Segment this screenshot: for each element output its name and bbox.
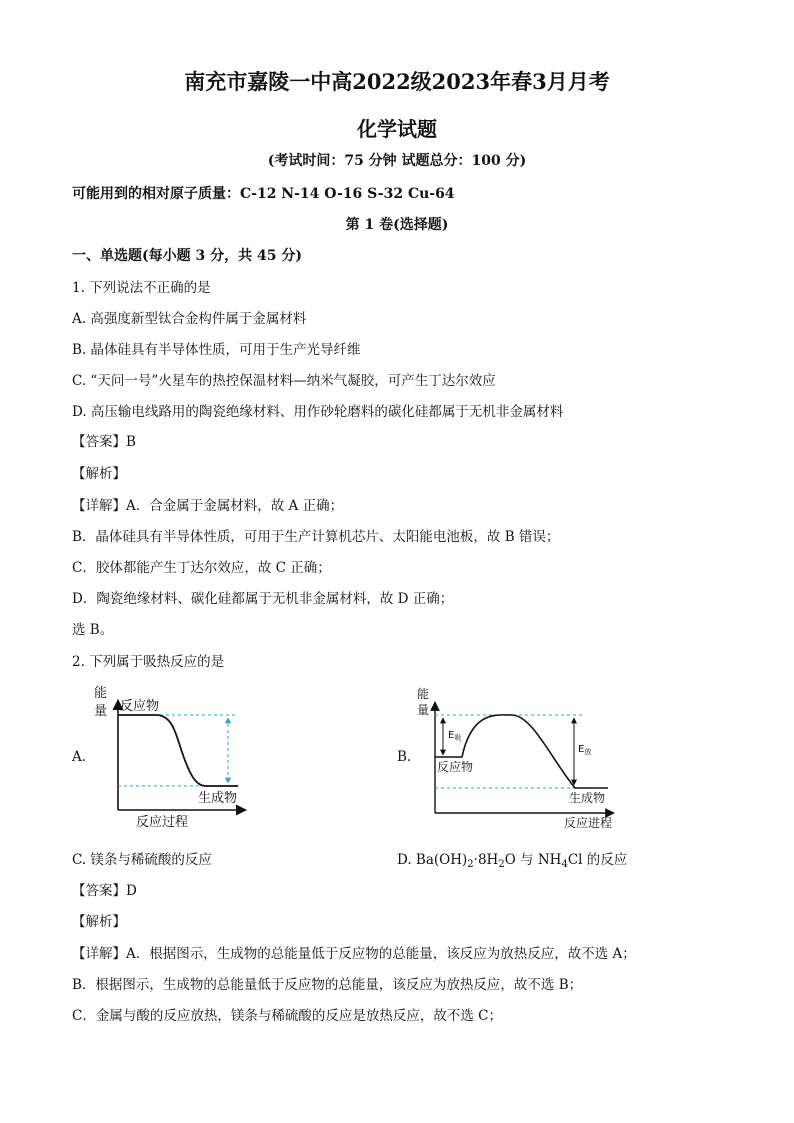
ea-left-main: E bbox=[448, 730, 455, 741]
subscript: 2 bbox=[467, 859, 474, 870]
q2-answer: 【答案】D bbox=[72, 883, 137, 899]
product-label: 生成物 bbox=[198, 791, 238, 806]
formula-part: O 与 NH bbox=[504, 852, 562, 868]
y-label-2: 量 bbox=[94, 704, 108, 719]
q2-option-a-label: A. bbox=[72, 749, 87, 765]
q2-analysis-line: 【详解】A．根据图示，生成物的总能量低于反应物的总能量，该反应为放热反应，故不选 A； bbox=[72, 946, 636, 962]
energy-diagram-b bbox=[412, 680, 622, 830]
reaction-curve bbox=[118, 715, 238, 786]
y-label-1: 能 bbox=[417, 687, 430, 701]
ea-left-sub: 吸 bbox=[454, 734, 462, 742]
reactant-label: 反应物 bbox=[437, 760, 474, 774]
q2-analysis-line: B．根据图示，生成物的总能量低于反应物的总能量，该反应为放热反应，故不选 B； bbox=[72, 977, 583, 993]
formula-part: ·8H bbox=[473, 852, 499, 868]
section-heading: 一、单选题(每小题 3 分，共 45 分) bbox=[72, 248, 302, 264]
q1-analysis-line: B．晶体硅具有半导体性质，可用于生产计算机芯片、太阳能电池板，故 B 错误； bbox=[72, 529, 560, 545]
q1-analysis-line: D．陶瓷绝缘材料、碳化硅都属于无机非金属材料，故 D 正确； bbox=[72, 591, 454, 607]
exam-info: (考试时间：75 分钟 试题总分：100 分) bbox=[267, 153, 527, 169]
energy-diagram-a bbox=[88, 680, 258, 830]
volume-label: 第 1 卷(选择题) bbox=[345, 217, 449, 233]
y-label-1: 能 bbox=[94, 686, 108, 701]
q2-option-c: C. 镁条与稀硫酸的反应 bbox=[72, 852, 212, 868]
q1-option-c: C. “天问一号”火星车的热控保温材料—纳米气凝胶，可产生丁达尔效应 bbox=[72, 373, 496, 389]
reactant-label: 反应物 bbox=[120, 699, 160, 714]
q1-option-a: A. 高强度新型钛合金构件属于金属材料 bbox=[72, 311, 307, 327]
exam-title: 南充市嘉陵一中高2022级2023年春3月月考 bbox=[184, 69, 610, 94]
x-axis-label: 反应进程 bbox=[564, 816, 613, 830]
q1-analysis-label: 【解析】 bbox=[72, 466, 126, 482]
q1-option-b: B. 晶体硅具有半导体性质，可用于生产光导纤维 bbox=[72, 342, 361, 358]
subscript: 4 bbox=[561, 859, 568, 870]
subscript: 2 bbox=[498, 859, 505, 870]
svg-text:E吸 bbox=[448, 730, 461, 742]
q2-option-b-label: B. bbox=[397, 749, 412, 765]
q1-analysis-line: 【详解】A．合金属于金属材料，故 A 正确； bbox=[72, 498, 344, 514]
formula-part: D. Ba(OH) bbox=[397, 852, 468, 868]
q1-analysis-line: 选 B。 bbox=[72, 622, 114, 638]
q2-stem: 2. 下列属于吸热反应的是 bbox=[72, 654, 225, 670]
q2-analysis-label: 【解析】 bbox=[72, 914, 126, 930]
q1-analysis-line: C．胶体都能产生丁达尔效应，故 C 正确； bbox=[72, 560, 331, 576]
y-label-2: 量 bbox=[417, 703, 430, 717]
q1-answer: 【答案】B bbox=[72, 434, 136, 450]
ea-right-main: E bbox=[578, 744, 585, 755]
x-axis-label: 反应过程 bbox=[136, 815, 189, 830]
q2-analysis-line: C．金属与酸的反应放热，镁条与稀硫酸的反应是放热反应，故不选 C； bbox=[72, 1008, 502, 1024]
q1-option-d: D. 高压输电线路用的陶瓷绝缘材料、用作砂轮磨料的碳化硅都属于无机非金属材料 bbox=[72, 404, 564, 420]
svg-text:E放 bbox=[578, 744, 591, 756]
subject-title: 化学试题 bbox=[357, 117, 437, 141]
formula-part: Cl 的反应 bbox=[567, 852, 628, 868]
atomic-masses: 可能用到的相对原子质量：C-12 N-14 O-16 S-32 Cu-64 bbox=[72, 186, 455, 202]
ea-right-sub: 放 bbox=[584, 748, 592, 756]
q2-option-d bbox=[397, 848, 627, 870]
q1-stem: 1. 下列说法不正确的是 bbox=[72, 280, 211, 296]
product-label: 生成物 bbox=[569, 791, 606, 805]
